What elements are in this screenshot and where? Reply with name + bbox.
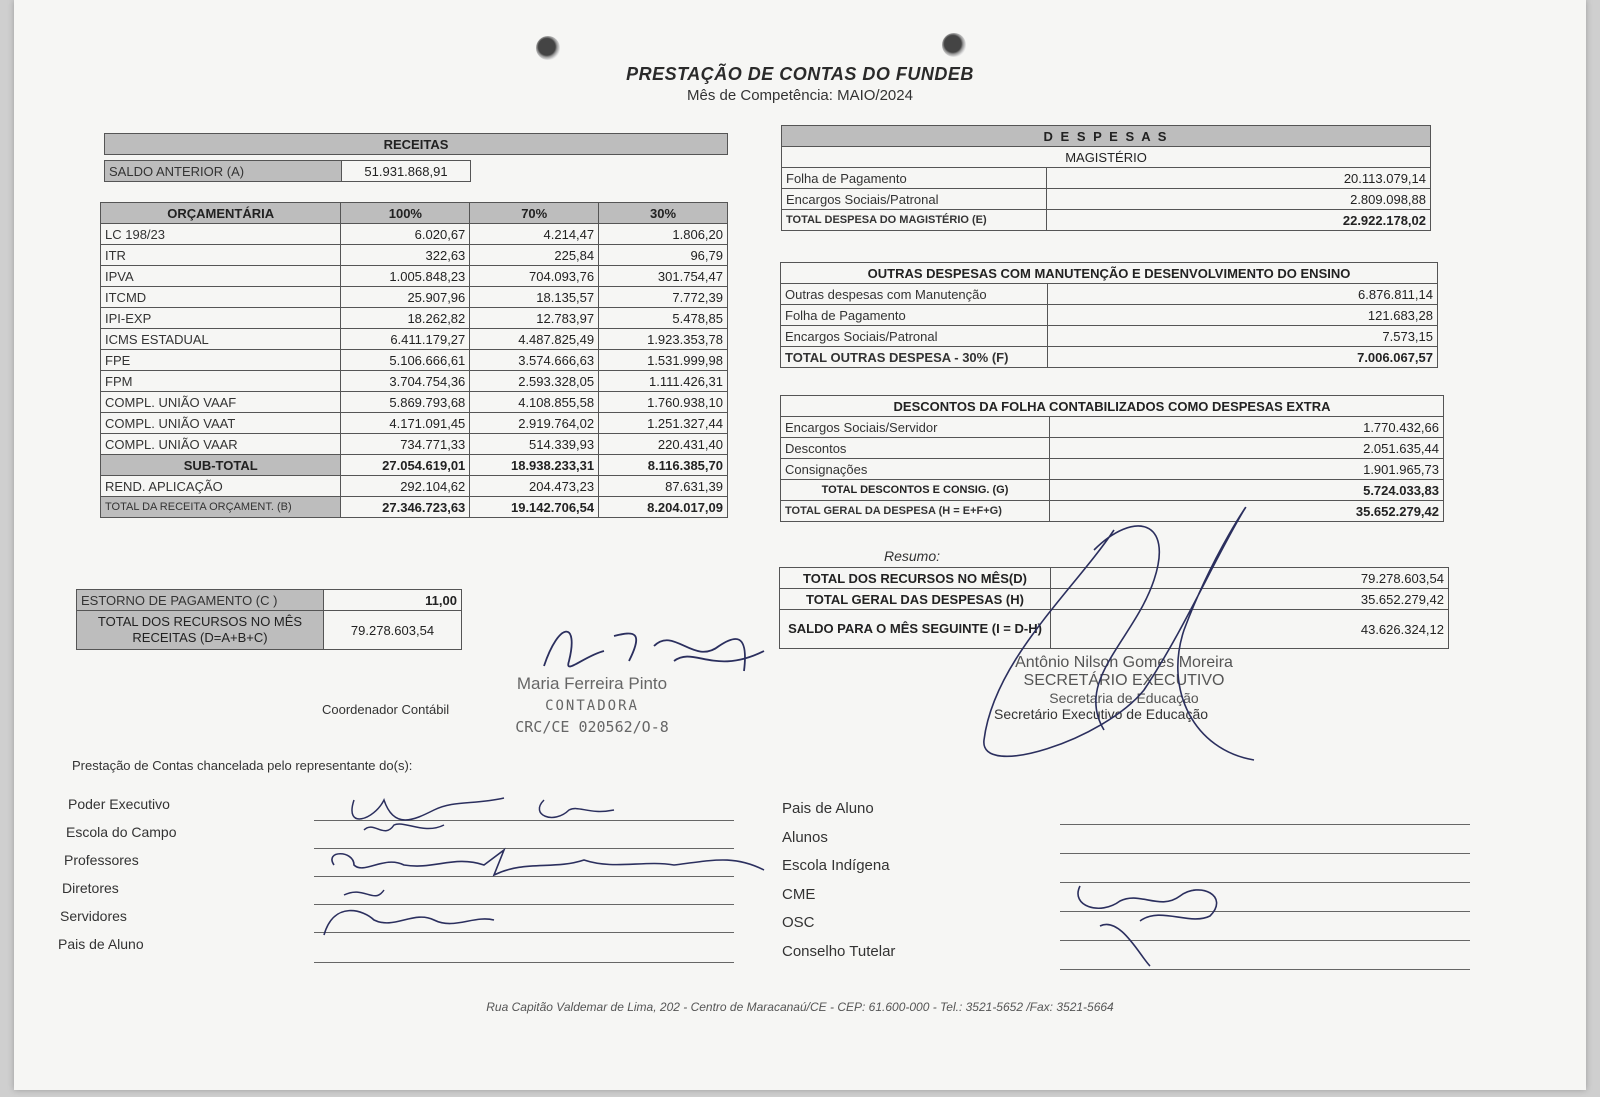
- rend-label: REND. APLICAÇÃO: [101, 476, 341, 497]
- secretario-signature: [954, 490, 1274, 780]
- orcamentaria-row-label: LC 198/23: [101, 224, 341, 245]
- orcamentaria-row-100: 18.262,82: [341, 308, 470, 329]
- subtotal-100: 27.054.619,01: [341, 455, 470, 476]
- chancela-intro: Prestação de Contas chancelada pelo representante do(s):: [72, 758, 413, 773]
- outras-title: OUTRAS DESPESAS COM MANUTENÇÃO E DESENVOLVIMENTO DO ENSINO: [781, 263, 1438, 284]
- chancela-left-item: Professores: [64, 852, 139, 868]
- orcamentaria-row-label: COMPL. UNIÃO VAAT: [101, 413, 341, 434]
- subtotal-label: SUB-TOTAL: [101, 455, 341, 476]
- orcamentaria-table: [100, 202, 728, 518]
- orcamentaria-row: [101, 308, 728, 329]
- col-orcamentaria: ORÇAMENTÁRIA: [101, 203, 341, 224]
- orcamentaria-row-label: FPE: [101, 350, 341, 371]
- orcamentaria-row-100: 5.869.793,68: [341, 392, 470, 413]
- orcamentaria-row-30: 1.760.938,10: [599, 392, 728, 413]
- resumo-title: Resumo:: [884, 548, 941, 564]
- orcamentaria-row-70: 4.108.855,58: [470, 392, 599, 413]
- descontos-title: DESCONTOS DA FOLHA CONTABILIZADOS COMO DESPESAS EXTRA: [781, 396, 1444, 417]
- estorno-table: [76, 589, 462, 650]
- outras-row-value: 121.683,28: [1048, 305, 1438, 326]
- orcamentaria-row-70: 2.593.328,05: [470, 371, 599, 392]
- contadora-role: CONTADORA: [545, 698, 639, 714]
- conselho-signature: [1060, 866, 1240, 976]
- secretaria-name: Secretaria de Educação: [1049, 690, 1199, 706]
- contadora-name: Maria Ferreira Pinto: [516, 674, 668, 693]
- orcamentaria-row-30: 1.531.999,98: [599, 350, 728, 371]
- outras-total-value: 7.006.067,57: [1048, 347, 1438, 368]
- magisterio-row-label: Encargos Sociais/Patronal: [782, 189, 1047, 210]
- orcamentaria-row-30: 220.431,40: [599, 434, 728, 455]
- contadora-signature: [524, 616, 774, 686]
- orcamentaria-row: [101, 287, 728, 308]
- orcamentaria-row: [101, 224, 728, 245]
- orcamentaria-row-100: 5.106.666,61: [341, 350, 470, 371]
- punch-hole: [536, 36, 560, 60]
- saldo-anterior-value: 51.931.868,91: [342, 161, 471, 182]
- footer-address: Rua Capitão Valdemar de Lima, 202 - Centro de Maracanaú/CE - CEP: 61.600-000 - Tel.: 3521-5652 /Fax: 3521-5664: [486, 1000, 1114, 1014]
- orcamentaria-row-30: 7.772,39: [599, 287, 728, 308]
- orcamentaria-row-label: FPM: [101, 371, 341, 392]
- representantes-signatures: [314, 770, 774, 950]
- col-70: 70%: [470, 203, 599, 224]
- saldo-anterior-table: [104, 160, 471, 182]
- orcamentaria-row-100: 3.704.754,36: [341, 371, 470, 392]
- chancela-left-item: Escola do Campo: [66, 824, 177, 840]
- chancela-right-item: Alunos: [782, 828, 828, 846]
- chancela-right-item: OSC: [782, 914, 815, 931]
- orcamentaria-row-100: 6.411.179,27: [341, 329, 470, 350]
- col-100: 100%: [341, 203, 470, 224]
- orcamentaria-row-70: 2.919.764,02: [470, 413, 599, 434]
- orcamentaria-row-label: COMPL. UNIÃO VAAF: [101, 392, 341, 413]
- secretario-role: SECRETÁRIO EXECUTIVO: [1023, 672, 1225, 689]
- orcamentaria-row-label: COMPL. UNIÃO VAAR: [101, 434, 341, 455]
- total-geral-despesa-value: 35.652.279,42: [1050, 501, 1444, 522]
- magisterio-row-value: 20.113.079,14: [1047, 168, 1431, 189]
- resumo-row-value: 43.626.324,12: [1051, 610, 1449, 649]
- descontos-row-label: Descontos: [781, 438, 1050, 459]
- total-recursos-receitas-label: TOTAL DOS RECURSOS NO MÊS RECEITAS (D=A+B+C): [77, 611, 324, 650]
- descontos-row-label: Consignações: [781, 459, 1050, 480]
- orcamentaria-row-70: 704.093,76: [470, 266, 599, 287]
- outras-row-value: 6.876.811,14: [1048, 284, 1438, 305]
- subtotal-30: 8.116.385,70: [599, 455, 728, 476]
- orcamentaria-row-30: 1.111.426,31: [599, 371, 728, 392]
- orcamentaria-row-100: 1.005.848,23: [341, 266, 470, 287]
- orcamentaria-row-100: 322,63: [341, 245, 470, 266]
- magisterio-total-label: TOTAL DESPESA DO MAGISTÉRIO (E): [782, 210, 1047, 231]
- document-subtitle: Mês de Competência: MAIO/2024: [687, 87, 913, 104]
- chancela-left-item: Pais de Aluno: [58, 936, 144, 952]
- orcamentaria-row-70: 3.574.666,63: [470, 350, 599, 371]
- orcamentaria-row-30: 5.478,85: [599, 308, 728, 329]
- secretario-label: Secretário Executivo de Educação: [994, 706, 1209, 722]
- orcamentaria-row: [101, 392, 728, 413]
- orcamentaria-row-100: 6.020,67: [341, 224, 470, 245]
- orcamentaria-row-label: ICMS ESTADUAL: [101, 329, 341, 350]
- document-header: [14, 64, 1586, 104]
- magisterio-row-value: 2.809.098,88: [1047, 189, 1431, 210]
- orcamentaria-row-label: IPI-EXP: [101, 308, 341, 329]
- outras-row-label: Outras despesas com Manutenção: [781, 284, 1048, 305]
- chancela-right-item: CME: [782, 885, 816, 903]
- magisterio-total-value: 22.922.178,02: [1047, 210, 1431, 231]
- rend-70: 204.473,23: [470, 476, 599, 497]
- outras-row-label: Encargos Sociais/Patronal: [781, 326, 1048, 347]
- receitas-header-table: [104, 133, 728, 155]
- rend-100: 292.104,62: [341, 476, 470, 497]
- orcamentaria-row-30: 96,79: [599, 245, 728, 266]
- orcamentaria-row-70: 225,84: [470, 245, 599, 266]
- document-title: PRESTAÇÃO DE CONTAS DO FUNDEB: [626, 64, 974, 84]
- despesas-magisterio-table: [781, 125, 1431, 231]
- subtotal-70: 18.938.233,31: [470, 455, 599, 476]
- orcamentaria-row: [101, 371, 728, 392]
- outras-total-label: TOTAL OUTRAS DESPESA - 30% (F): [781, 347, 1048, 368]
- signature-line: [1060, 853, 1470, 854]
- outras-row-value: 7.573,15: [1048, 326, 1438, 347]
- orcamentaria-row-70: 4.214,47: [470, 224, 599, 245]
- resumo-row-value: 35.652.279,42: [1051, 589, 1449, 610]
- chancela-left-item: Poder Executivo: [68, 796, 170, 812]
- descontos-total-value: 5.724.033,83: [1050, 480, 1444, 501]
- col-30: 30%: [599, 203, 728, 224]
- total-receita-30: 8.204.017,09: [599, 497, 728, 518]
- descontos-row-value: 1.901.965,73: [1050, 459, 1444, 480]
- orcamentaria-row: [101, 329, 728, 350]
- magisterio-title: MAGISTÉRIO: [782, 147, 1431, 168]
- orcamentaria-row-70: 12.783,97: [470, 308, 599, 329]
- orcamentaria-row: [101, 350, 728, 371]
- orcamentaria-row-label: ITR: [101, 245, 341, 266]
- descontos-row-value: 2.051.635,44: [1050, 438, 1444, 459]
- despesas-title: D E S P E S A S: [782, 126, 1431, 147]
- outras-row-label: Folha de Pagamento: [781, 305, 1048, 326]
- resumo-row-label: TOTAL DOS RECURSOS NO MÊS(D): [780, 568, 1051, 589]
- descontos-total-label: TOTAL DESCONTOS E CONSIG. (G): [781, 480, 1050, 501]
- descontos-row-value: 1.770.432,66: [1050, 417, 1444, 438]
- total-geral-despesa-label: TOTAL GERAL DA DESPESA (H = E+F+G): [781, 501, 1050, 522]
- secretario-name: Antônio Nilson Gomes Moreira: [1015, 654, 1233, 671]
- chancela-left-item: Servidores: [60, 908, 127, 924]
- orcamentaria-row: [101, 266, 728, 287]
- receitas-title: RECEITAS: [105, 134, 728, 155]
- contadora-crc: CRC/CE 020562/O-8: [515, 718, 669, 736]
- orcamentaria-row-label: IPVA: [101, 266, 341, 287]
- orcamentaria-row-100: 25.907,96: [341, 287, 470, 308]
- resumo-row-label: TOTAL GERAL DAS DESPESAS (H): [780, 589, 1051, 610]
- orcamentaria-row-70: 4.487.825,49: [470, 329, 599, 350]
- chancela-right-item: Escola Indígena: [782, 857, 890, 874]
- orcamentaria-row-100: 4.171.091,45: [341, 413, 470, 434]
- orcamentaria-row-label: ITCMD: [101, 287, 341, 308]
- orcamentaria-row: [101, 413, 728, 434]
- chancela-right-item: Pais de Aluno: [782, 800, 874, 817]
- orcamentaria-row-30: 1.806,20: [599, 224, 728, 245]
- estorno-value: 11,00: [324, 590, 462, 611]
- orcamentaria-row: [101, 245, 728, 266]
- orcamentaria-row-70: 514.339,93: [470, 434, 599, 455]
- saldo-anterior-label: SALDO ANTERIOR (A): [105, 161, 342, 182]
- total-receita-100: 27.346.723,63: [341, 497, 470, 518]
- signature-line: [1060, 824, 1470, 825]
- coordenador-label: Coordenador Contábil: [322, 702, 450, 717]
- orcamentaria-row-30: 1.923.353,78: [599, 329, 728, 350]
- document-sheet: [14, 0, 1586, 1090]
- orcamentaria-row-70: 18.135,57: [470, 287, 599, 308]
- chancela-right-item: Conselho Tutelar: [782, 942, 896, 960]
- orcamentaria-row-100: 734.771,33: [341, 434, 470, 455]
- resumo-row-label: SALDO PARA O MÊS SEGUINTE (I = D-H): [780, 610, 1051, 649]
- rend-30: 87.631,39: [599, 476, 728, 497]
- orcamentaria-row-30: 301.754,47: [599, 266, 728, 287]
- estorno-label: ESTORNO DE PAGAMENTO (C ): [77, 590, 324, 611]
- punch-hole: [942, 33, 966, 57]
- resumo-row-value: 79.278.603,54: [1051, 568, 1449, 589]
- signature-line: [314, 962, 734, 963]
- outras-despesas-table: [780, 262, 1438, 368]
- magisterio-row-label: Folha de Pagamento: [782, 168, 1047, 189]
- total-recursos-receitas-value: 79.278.603,54: [324, 611, 462, 650]
- descontos-row-label: Encargos Sociais/Servidor: [781, 417, 1050, 438]
- orcamentaria-row-30: 1.251.327,44: [599, 413, 728, 434]
- chancela-left-item: Diretores: [62, 880, 119, 896]
- total-receita-70: 19.142.706,54: [470, 497, 599, 518]
- orcamentaria-row: [101, 434, 728, 455]
- total-receita-label: TOTAL DA RECEITA ORÇAMENT. (B): [101, 497, 341, 518]
